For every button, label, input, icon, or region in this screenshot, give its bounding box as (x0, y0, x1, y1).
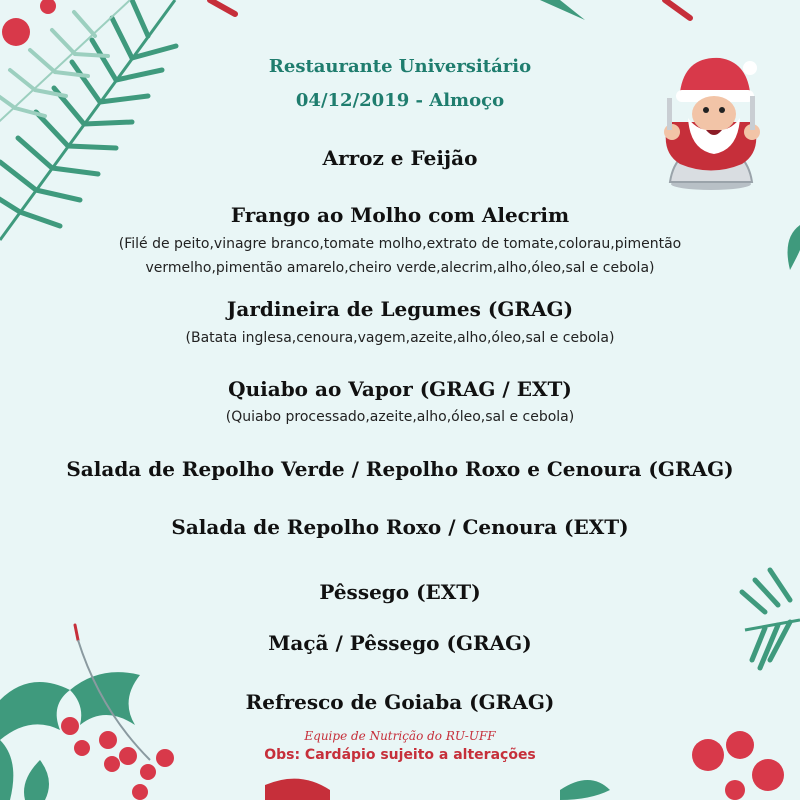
menu-item-frango: Frango ao Molho com Alecrim (230, 203, 570, 227)
menu-item-maca-pessego: Maçã / Pêssego (GRAG) (268, 631, 532, 655)
menu-item-refresco: Refresco de Goiaba (GRAG) (245, 690, 555, 714)
menu-item-frango-ingredients-line2: vermelho,pimentão amarelo,cheiro verde,alecrim,alho,óleo,sal e cebola) (145, 260, 655, 276)
date-meal-label: 04/12/2019 - Almoço (295, 90, 505, 111)
menu-item-salada-ext: Salada de Repolho Roxo / Cenoura (EXT) (171, 515, 629, 539)
nutrition-team-credit: Equipe de Nutrição do RU-UFF (304, 729, 496, 743)
red-berries-top-left-icon (2, 0, 56, 46)
menu-item-jardineira: Jardineira de Legumes (GRAG) (226, 297, 574, 321)
disclaimer-note: Obs: Cardápio sujeito a alterações (264, 747, 536, 763)
menu-item-quiabo: Quiabo ao Vapor (GRAG / EXT) (228, 377, 572, 401)
menu-item-pessego-ext: Pêssego (EXT) (319, 580, 481, 604)
restaurant-title: Restaurante Universitário (268, 56, 532, 77)
menu-item-jardineira-ingredients: (Batata inglesa,cenoura,vagem,azeite,alho,óleo,sal e cebola) (185, 330, 615, 346)
menu-item-salada-grag: Salada de Repolho Verde / Repolho Roxo e Cenoura (GRAG) (66, 457, 734, 481)
menu-item-quiabo-ingredients: (Quiabo processado,azeite,alho,óleo,sal e cebola) (225, 409, 575, 425)
red-branch-top-icon (210, 0, 690, 20)
menu-item-arroz-feijao: Arroz e Feijão (322, 146, 478, 170)
leaves-bottom-center-icon (265, 779, 610, 800)
menu-item-frango-ingredients-line1: (Filé de peito,vinagre branco,tomate molho,extrato de tomate,colorau,pimentão (118, 236, 682, 252)
